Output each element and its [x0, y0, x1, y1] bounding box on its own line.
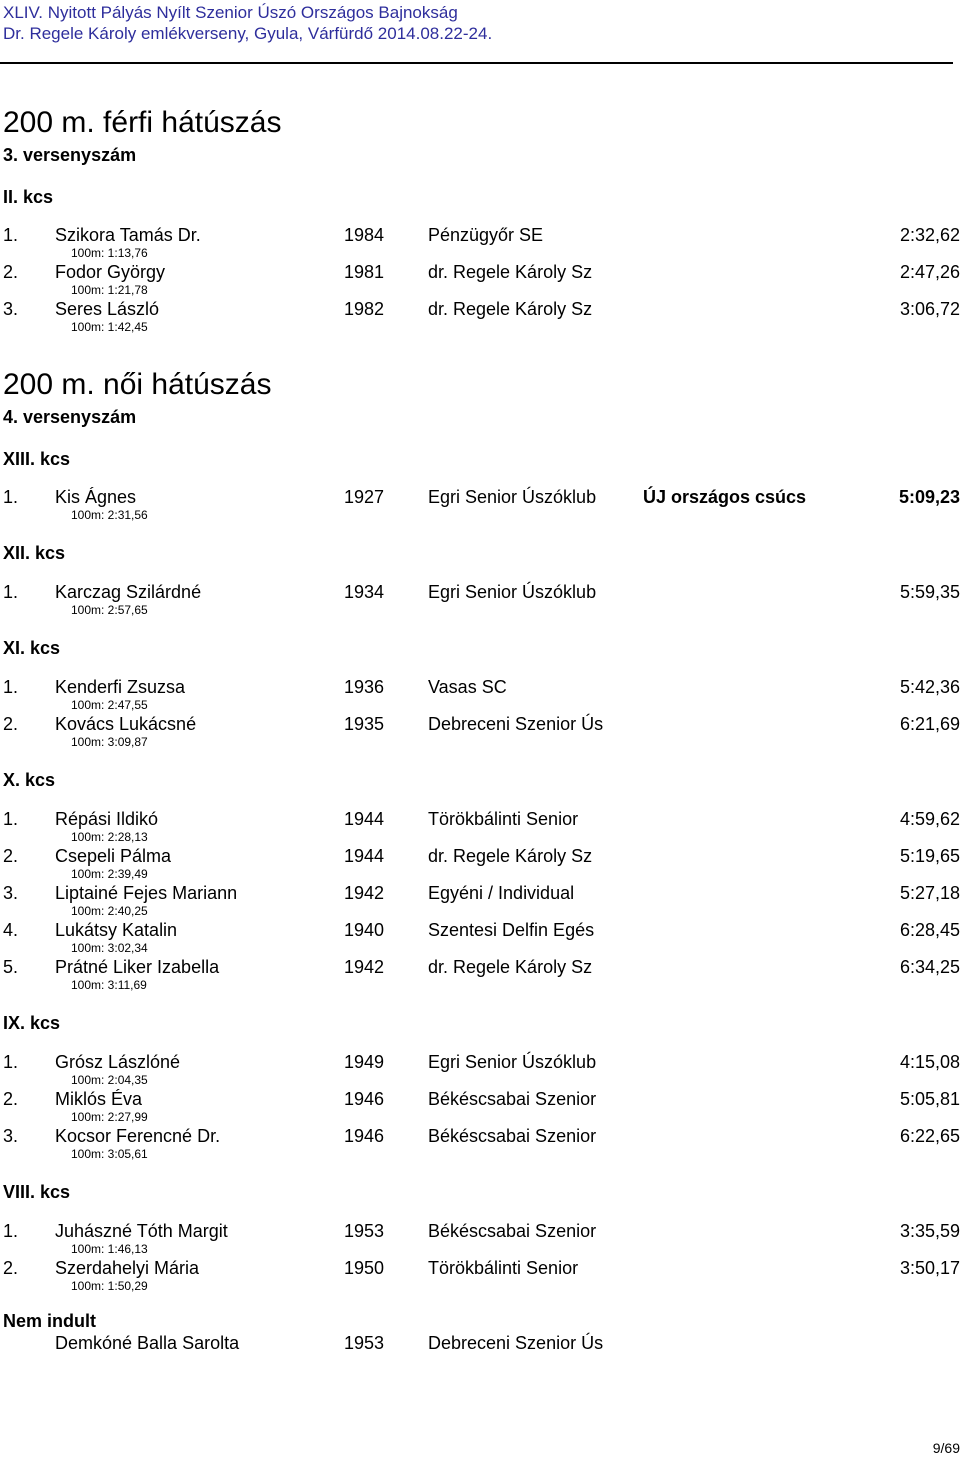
- split-time: 100m: 3:02,34: [71, 941, 148, 955]
- birth-year: 1935: [344, 714, 385, 734]
- result-place: 2.: [3, 846, 19, 866]
- club-name: Békéscsabai Szenior: [428, 1221, 597, 1241]
- split-time: 100m: 2:39,49: [71, 867, 148, 881]
- results-content: [3, 106, 960, 1354]
- event-title: 200 m. női hátúszás: [3, 368, 272, 401]
- birth-year: 1981: [344, 262, 385, 282]
- result-row: [3, 1088, 960, 1125]
- result-line: [3, 808, 960, 830]
- competition-subtitle: Dr. Regele Károly emlékverseny, Gyula, Várfürdő 2014.08.22-24.: [3, 24, 493, 43]
- club-name: dr. Regele Károly Sz: [428, 846, 593, 866]
- swimmer-name: Kenderfi Zsuzsa: [55, 677, 186, 697]
- result-line: [3, 882, 960, 904]
- swimmer-name: Prátné Liker Izabella: [55, 957, 220, 977]
- swimmer-name: Szikora Tamás Dr.: [55, 225, 201, 245]
- split-time: 100m: 2:47,55: [71, 698, 148, 712]
- split-time: 100m: 2:57,65: [71, 603, 148, 617]
- result-line: [3, 956, 960, 978]
- event-number: 3. versenyszám: [3, 145, 137, 165]
- age-category-heading: IX. kcs: [3, 1013, 61, 1033]
- club-name: Törökbálinti Senior: [428, 1258, 579, 1278]
- split-time: 100m: 2:40,25: [71, 904, 148, 918]
- result-line: [3, 1088, 960, 1110]
- club-name: Debreceni Szenior Ús: [428, 1333, 604, 1353]
- result-line: [3, 1125, 960, 1147]
- final-time: 3:35,59: [899, 1221, 960, 1241]
- result-row: [3, 1051, 960, 1088]
- final-time: 6:28,45: [899, 920, 960, 940]
- result-row: [3, 1125, 960, 1162]
- swimmer-name: Szerdahelyi Mária: [55, 1258, 200, 1278]
- event-section: [3, 106, 960, 335]
- result-place: 2.: [3, 1089, 19, 1109]
- document-header: [3, 2, 953, 44]
- result-line: [3, 1220, 960, 1242]
- result-row: [3, 808, 960, 845]
- final-time: 6:22,65: [899, 1126, 960, 1146]
- result-line: [3, 919, 960, 941]
- birth-year: 1949: [344, 1052, 385, 1072]
- final-time: 5:27,18: [899, 883, 960, 903]
- result-place: 1.: [3, 1052, 19, 1072]
- swimmer-name: Répási Ildikó: [55, 809, 159, 829]
- result-place: 2.: [3, 262, 19, 282]
- club-name: Törökbálinti Senior: [428, 809, 579, 829]
- did-not-start-heading: Nem indult: [3, 1311, 96, 1331]
- final-time: 3:06,72: [899, 299, 960, 319]
- swimmer-name: Kovács Lukácsné: [55, 714, 197, 734]
- split-time: 100m: 2:31,56: [71, 508, 148, 522]
- split-time: 100m: 3:05,61: [71, 1147, 148, 1161]
- result-place: 3.: [3, 299, 19, 319]
- result-row: [3, 261, 960, 298]
- swimmer-name: Csepeli Pálma: [55, 846, 172, 866]
- result-row: [3, 882, 960, 919]
- age-category-heading: X. kcs: [3, 770, 56, 790]
- birth-year: 1953: [344, 1221, 385, 1241]
- club-name: Egri Senior Úszóklub: [428, 487, 597, 507]
- final-time: 4:59,62: [899, 809, 960, 829]
- swimmer-name: Juhászné Tóth Margit: [55, 1221, 228, 1241]
- birth-year: 1946: [344, 1126, 385, 1146]
- club-name: Debreceni Szenior Ús: [428, 714, 604, 734]
- result-row: [3, 298, 960, 335]
- age-category-heading: VIII. kcs: [3, 1182, 71, 1202]
- birth-year: 1984: [344, 225, 385, 245]
- swimmer-name: Kocsor Ferencné Dr.: [55, 1126, 221, 1146]
- swimmer-name: Grósz Lászlóné: [55, 1052, 181, 1072]
- result-line: [3, 261, 960, 283]
- result-place: 1.: [3, 487, 19, 507]
- age-category-heading: XII. kcs: [3, 543, 66, 563]
- final-time: 4:15,08: [899, 1052, 960, 1072]
- split-time: 100m: 3:11,69: [71, 978, 147, 992]
- age-category-heading: II. kcs: [3, 187, 54, 207]
- split-time: 100m: 3:09,87: [71, 735, 148, 749]
- page-number: 9/69: [932, 1440, 960, 1456]
- dns-line: [3, 1332, 960, 1354]
- final-time: 5:59,35: [899, 582, 960, 602]
- club-name: Egri Senior Úszóklub: [428, 1052, 597, 1072]
- birth-year: 1927: [344, 487, 385, 507]
- result-row: [3, 676, 960, 713]
- split-time: 100m: 1:21,78: [71, 283, 148, 297]
- birth-year: 1944: [344, 809, 385, 829]
- result-place: 1.: [3, 809, 19, 829]
- club-name: Egyéni / Individual: [428, 883, 575, 903]
- birth-year: 1944: [344, 846, 385, 866]
- split-time: 100m: 1:46,13: [71, 1242, 148, 1256]
- event-spacer: [3, 335, 960, 368]
- result-row: [3, 486, 960, 523]
- final-time: 6:21,69: [899, 714, 960, 734]
- birth-year: 1953: [344, 1333, 385, 1353]
- split-time: 100m: 1:50,29: [71, 1279, 148, 1293]
- birth-year: 1942: [344, 957, 385, 977]
- result-line: [3, 845, 960, 867]
- club-name: dr. Regele Károly Sz: [428, 262, 593, 282]
- final-time: 6:34,25: [899, 957, 960, 977]
- event-title: 200 m. férfi hátúszás: [3, 106, 282, 139]
- result-line: [3, 486, 960, 508]
- swimmer-name: Seres László: [55, 299, 160, 319]
- club-name: Vasas SC: [428, 677, 507, 697]
- result-line: [3, 298, 960, 320]
- swimmer-name: Miklós Éva: [55, 1089, 143, 1109]
- event-number: 4. versenyszám: [3, 407, 137, 427]
- final-time: 5:19,65: [899, 846, 960, 866]
- result-line: [3, 581, 960, 603]
- result-place: 4.: [3, 920, 19, 940]
- birth-year: 1950: [344, 1258, 385, 1278]
- result-place: 2.: [3, 714, 19, 734]
- final-time: 3:50,17: [899, 1258, 960, 1278]
- result-row: [3, 713, 960, 750]
- birth-year: 1934: [344, 582, 385, 602]
- split-time: 100m: 1:42,45: [71, 320, 148, 334]
- result-line: [3, 224, 960, 246]
- result-line: [3, 713, 960, 735]
- header-divider: [0, 62, 953, 64]
- split-time: 100m: 2:04,35: [71, 1073, 148, 1087]
- result-line: [3, 1257, 960, 1279]
- result-row: [3, 224, 960, 261]
- event-section: [3, 368, 960, 1354]
- club-name: Egri Senior Úszóklub: [428, 582, 597, 602]
- age-category-heading: XI. kcs: [3, 638, 61, 658]
- result-place: 5.: [3, 957, 19, 977]
- birth-year: 1982: [344, 299, 385, 319]
- result-row: [3, 845, 960, 882]
- club-name: dr. Regele Károly Sz: [428, 957, 593, 977]
- competition-title: XLIV. Nyitott Pályás Nyílt Szenior Úszó Országos Bajnokság: [3, 3, 458, 22]
- result-place: 1.: [3, 225, 19, 245]
- result-line: [3, 676, 960, 698]
- dns-row: [3, 1332, 960, 1354]
- swimmer-name: Liptainé Fejes Mariann: [55, 883, 238, 903]
- birth-year: 1940: [344, 920, 385, 940]
- club-name: Békéscsabai Szenior: [428, 1126, 597, 1146]
- swimmer-name: Lukátsy Katalin: [55, 920, 178, 940]
- final-time: 5:05,81: [899, 1089, 960, 1109]
- result-row: [3, 1257, 960, 1294]
- result-place: 2.: [3, 1258, 19, 1278]
- final-time: 5:42,36: [899, 677, 960, 697]
- final-time: 5:09,23: [898, 487, 960, 507]
- birth-year: 1936: [344, 677, 385, 697]
- swimmer-name: Demkóné Balla Sarolta: [55, 1333, 240, 1353]
- result-line: [3, 1051, 960, 1073]
- result-place: 1.: [3, 1221, 19, 1241]
- result-row: [3, 956, 960, 993]
- club-name: dr. Regele Károly Sz: [428, 299, 593, 319]
- age-category-heading: XIII. kcs: [3, 449, 71, 469]
- split-time: 100m: 2:27,99: [71, 1110, 148, 1124]
- final-time: 2:32,62: [899, 225, 960, 245]
- birth-year: 1942: [344, 883, 385, 903]
- split-time: 100m: 2:28,13: [71, 830, 148, 844]
- swimmer-name: Karczag Szilárdné: [55, 582, 202, 602]
- swimmer-name: Fodor György: [55, 262, 166, 282]
- final-time: 2:47,26: [899, 262, 960, 282]
- record-note: ÚJ országos csúcs: [643, 487, 807, 507]
- club-name: Békéscsabai Szenior: [428, 1089, 597, 1109]
- swimmer-name: Kis Ágnes: [55, 487, 137, 507]
- club-name: Szentesi Delfin Egés: [428, 920, 595, 940]
- result-place: 3.: [3, 1126, 19, 1146]
- split-time: 100m: 1:13,76: [71, 246, 148, 260]
- result-row: [3, 581, 960, 618]
- result-place: 3.: [3, 883, 19, 903]
- result-place: 1.: [3, 582, 19, 602]
- result-row: [3, 1220, 960, 1257]
- birth-year: 1946: [344, 1089, 385, 1109]
- result-row: [3, 919, 960, 956]
- club-name: Pénzügyőr SE: [428, 225, 544, 245]
- result-place: 1.: [3, 677, 19, 697]
